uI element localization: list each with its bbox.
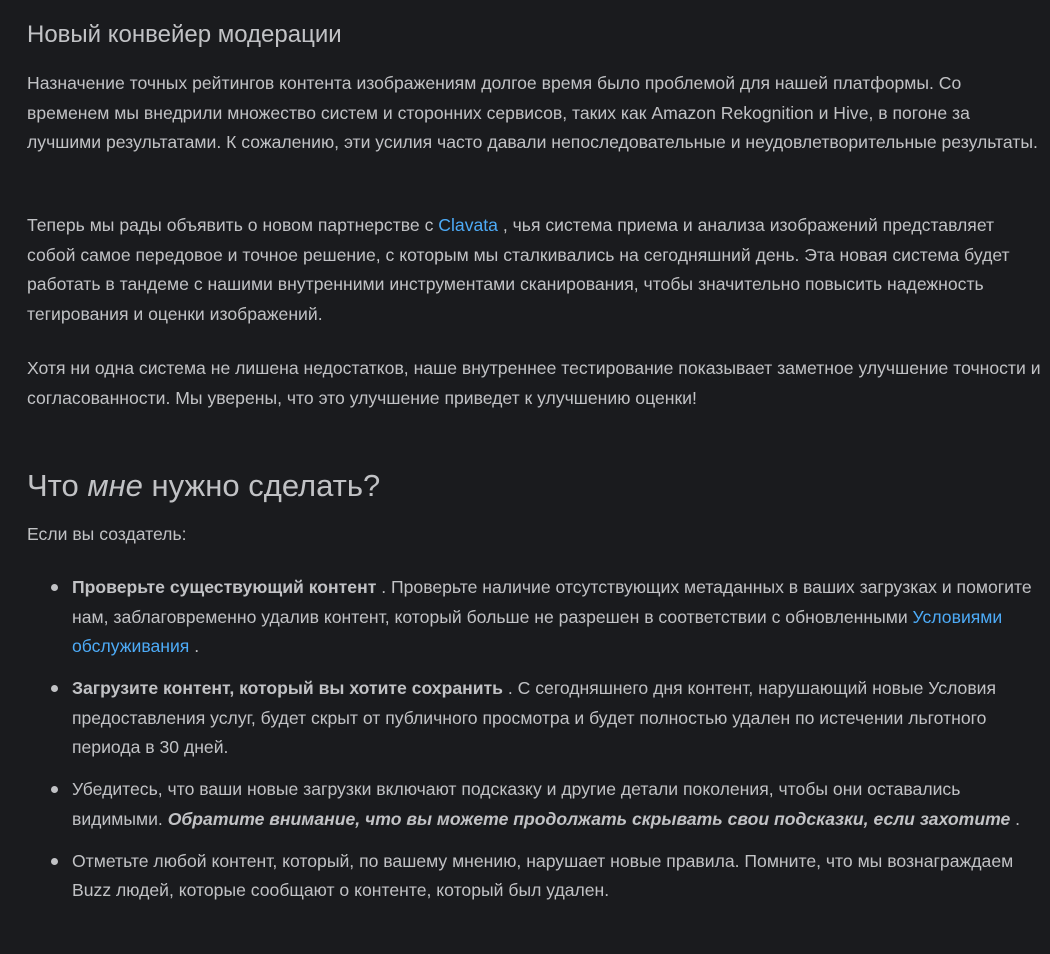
paragraph-testing-results: Хотя ни одна система не лишена недостатков, наше внутреннее тестирование показывает заметное улучшение точности и согласованности. Мы уверены, что это улучшение приведет к улучшению оценки! [27,358,1041,408]
item-text: . [189,636,200,656]
paragraph-ratings-problem: Назначение точных рейтингов контента изображениям долгое время было проблемой для нашей платформы. Со временем мы внедрили множество систем и сторонних сервисов, таких как Amazon Rekognition и Hive, в погоне за лучшими результатами. К сожалению, эти усилия часто давали непоследовательные и неудовлетворительные результаты. [27,73,1038,152]
heading-text: Что [27,468,88,503]
item-text: Убедитесь, что ваши новые загрузки включают подсказку и другие детали поколения, чтобы они оставались видимыми. [72,779,961,829]
item-title: Загрузите контент, который вы хотите сохранить [72,678,503,698]
heading-emphasis: мне [87,468,143,503]
item-text: . Проверьте наличие отсутствующих метаданных в ваших загрузках и помогите нам, заблаговременно удалив контент, который больше не разрешен в соответствии с обновленными [72,577,1032,627]
heading-text: нужно сделать? [142,468,381,503]
paragraph-clavata-partnership [27,211,1043,329]
creator-steps-list [27,573,1045,918]
item-title: Проверьте существующий контент [72,577,377,597]
bullet-icon [51,858,58,865]
item-text: . С сегодняшнего дня контент, нарушающий новые Условия предоставления услуг, будет скрыт от публичного просмотра и будет полностью удален по истечении льготного периода в 30 дней. [72,678,997,757]
list-item [27,847,1045,906]
item-text: Отметьте любой контент, который, по вашему мнению, нарушает новые правила. Помните, что мы вознаграждаем Buzz людей, которые сообщают о контенте, который был удален. [72,850,1014,900]
creator-intro: Если вы создатель: [27,524,187,544]
section-heading-moderation-pipeline: Новый конвейер модерации [27,21,342,48]
item-text: . [1010,808,1021,829]
clavata-link[interactable]: Clavata [438,215,498,235]
terms-of-service-link[interactable]: Условиями обслуживания [72,606,1003,656]
bullet-icon [51,786,58,793]
item-note: Обратите внимание, что вы можете продолжать скрывать свои подсказки, если захотите [167,808,1011,829]
bullet-icon [51,685,58,692]
section-heading-what-to-do [27,466,380,506]
paragraph-text: Теперь мы рады объявить о новом партнерстве с [27,215,439,235]
list-item [27,775,1045,834]
list-item [27,674,1045,763]
bullet-icon [51,584,58,591]
list-item [27,573,1045,662]
paragraph-text: , чья система приема и анализа изображений представляет собой самое передовое и точное решение, с которым мы сталкивались на сегодняшний день. Эта новая система будет работать в тандеме с нашими внутренними инструментами сканирования, чтобы значительно повысить надежность тегирования и оценки изображений. [27,215,1010,324]
